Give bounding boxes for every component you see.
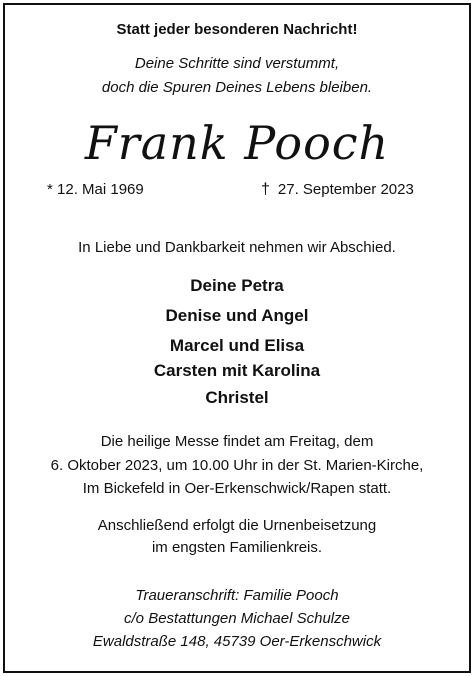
- obituary-notice: [3, 3, 471, 673]
- death-date-group: [261, 181, 414, 199]
- death-date: 27. September 2023: [277, 181, 414, 198]
- deceased-name: Frank Pooch: [84, 116, 390, 170]
- burial-line-2: im engsten Familienkreis.: [151, 539, 323, 556]
- address-line-2: c/o Bestattungen Michael Schulze: [124, 610, 350, 627]
- cross-icon: †: [261, 181, 270, 198]
- mass-line-1: Die heilige Messe findet am Freitag, dem: [100, 433, 374, 450]
- address-line-1: Traueranschrift: Familie Pooch: [135, 587, 339, 604]
- motto-line-1: Deine Schritte sind verstummt,: [134, 55, 340, 72]
- burial-line-1: Anschließend erfolgt die Urnenbeisetzung: [97, 517, 377, 534]
- mass-line-3: Im Bickefeld in Oer-Erkenschwick/Rapen statt.: [82, 480, 392, 497]
- family-member: Christel: [205, 388, 269, 407]
- birth-date: * 12. Mai 1969: [47, 181, 144, 198]
- family-member: Denise und Angel: [165, 306, 309, 325]
- family-member: Marcel und Elisa: [169, 336, 305, 355]
- motto-line-2: doch die Spuren Deines Lebens bleiben.: [101, 79, 373, 96]
- address-line-3: Ewaldstraße 148, 45739 Oer-Erkenschwick: [92, 633, 382, 650]
- farewell-text: In Liebe und Dankbarkeit nehmen wir Abschied.: [78, 239, 396, 256]
- family-member: Carsten mit Karolina: [153, 361, 321, 380]
- family-member: Deine Petra: [190, 276, 284, 295]
- mass-line-2: 6. Oktober 2023, um 10.00 Uhr in der St. Marien-Kirche,: [50, 457, 424, 474]
- notice-header: Statt jeder besonderen Nachricht!: [116, 21, 358, 38]
